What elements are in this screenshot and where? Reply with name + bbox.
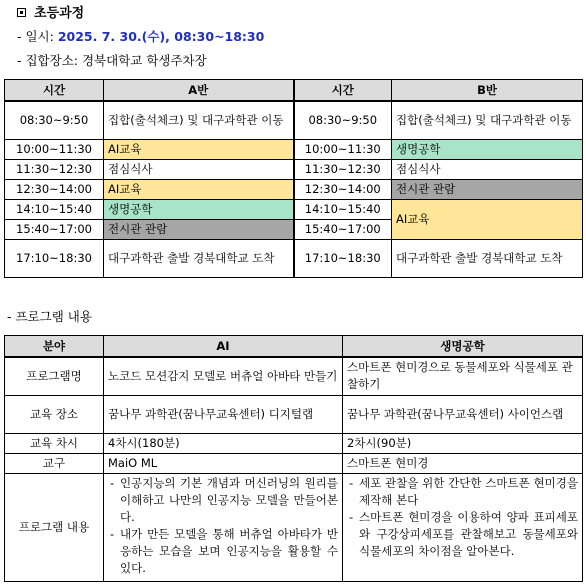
bio-cell: 꿈나무 과학관(꿈나무교육센터) 사이언스랩 bbox=[343, 395, 583, 433]
row-label: 교육 장소 bbox=[5, 395, 104, 433]
time-cell: 17:10~18:30 bbox=[294, 239, 392, 277]
schedule-table bbox=[4, 79, 583, 278]
time-cell: 15:40~17:00 bbox=[294, 219, 392, 239]
time-cell: 10:00~11:30 bbox=[5, 139, 104, 159]
ai-cell: MaiO ML bbox=[104, 453, 343, 473]
bio-content-list bbox=[347, 475, 578, 560]
time-cell: 12:30~14:00 bbox=[294, 179, 392, 199]
activity-cell: AI교육 bbox=[104, 179, 294, 199]
table-row bbox=[5, 433, 583, 453]
table-row bbox=[5, 357, 583, 395]
row-label: 프로그램명 bbox=[5, 357, 104, 395]
list-item: - 내가 만든 모델을 통해 버츄얼 아바타가 반응하는 모습을 보며 인공지능을 활용할 수 있다. bbox=[108, 526, 338, 577]
bio-cell: 스마트폰 현미경으로 동물세포와 식물세포 관찰하기 bbox=[343, 357, 583, 395]
header-class-a: A반 bbox=[104, 80, 294, 102]
row-label: 프로그램 내용 bbox=[5, 473, 104, 581]
program-title: - 프로그램 내용 bbox=[7, 309, 92, 324]
time-cell: 11:30~12:30 bbox=[294, 159, 392, 179]
table-row bbox=[5, 139, 583, 159]
header-class-b: B반 bbox=[392, 80, 583, 102]
ai-content-list bbox=[108, 475, 338, 577]
row-label: 교육 차시 bbox=[5, 433, 104, 453]
header-time-b: 시간 bbox=[294, 80, 392, 102]
activity-cell: 집합(출석체크) 및 대구과학관 이동 bbox=[392, 101, 583, 139]
list-item: - 인공지능의 기본 개념과 머신러닝의 원리를 이해하고 나만의 인공지능 모델을 만들어본다. bbox=[108, 475, 338, 526]
time-cell: 17:10~18:30 bbox=[5, 239, 104, 277]
header-field: 분야 bbox=[5, 336, 104, 358]
time-cell: 15:40~17:00 bbox=[5, 219, 104, 239]
ai-cell: 노코드 모션감지 모델로 버츄얼 아바타 만들기 bbox=[104, 357, 343, 395]
schedule-header-row bbox=[5, 80, 583, 102]
time-cell: 08:30~9:50 bbox=[294, 101, 392, 139]
activity-cell: 생명공학 bbox=[104, 199, 294, 219]
list-item: - 스마트폰 현미경을 이용하여 양파 표피세포와 구강상피세포를 관찰해보고 동물세포와 식물세포의 차이점을 알아본다. bbox=[347, 509, 578, 560]
table-row bbox=[5, 395, 583, 433]
place-line: - 집합장소: 경북대학교 학생주차장 bbox=[17, 53, 207, 68]
activity-cell: 전시관 관람 bbox=[392, 179, 583, 199]
table-row bbox=[5, 179, 583, 199]
header-ai: AI bbox=[104, 336, 343, 358]
time-cell: 08:30~9:50 bbox=[5, 101, 104, 139]
square-bullet-icon bbox=[17, 8, 26, 17]
header-time-a: 시간 bbox=[5, 80, 104, 102]
time-cell: 10:00~11:30 bbox=[294, 139, 392, 159]
activity-cell: 대구과학관 출발 경북대학교 도착 bbox=[392, 239, 583, 277]
list-item: - 세포 관찰을 위한 간단한 스마트폰 현미경을 제작해 본다 bbox=[347, 475, 578, 509]
program-table bbox=[4, 335, 583, 582]
activity-cell: 전시관 관람 bbox=[104, 219, 294, 239]
bio-content-cell bbox=[343, 473, 583, 581]
section-title-text: 초등과정 bbox=[34, 6, 85, 21]
table-row bbox=[5, 239, 583, 277]
bio-cell: 2차시(90분) bbox=[343, 433, 583, 453]
date-label: - 일시: bbox=[17, 29, 54, 44]
date-line bbox=[17, 27, 264, 45]
ai-cell: 4차시(180분) bbox=[104, 433, 343, 453]
ai-cell: 꿈나무 과학관(꿈나무교육센터) 디지털랩 bbox=[104, 395, 343, 433]
ai-content-cell bbox=[104, 473, 343, 581]
activity-cell: 점심식사 bbox=[104, 159, 294, 179]
activity-cell: 대구과학관 출발 경북대학교 도착 bbox=[104, 239, 294, 277]
table-row bbox=[5, 101, 583, 139]
activity-cell: AI교육 bbox=[392, 199, 583, 239]
activity-cell: 생명공학 bbox=[392, 139, 583, 159]
program-header-row bbox=[5, 336, 583, 358]
activity-cell: 점심식사 bbox=[392, 159, 583, 179]
table-row bbox=[5, 159, 583, 179]
activity-cell: AI교육 bbox=[104, 139, 294, 159]
row-label: 교구 bbox=[5, 453, 104, 473]
date-value: 2025. 7. 30.(수), 08:30~18:30 bbox=[57, 29, 265, 44]
time-cell: 12:30~14:00 bbox=[5, 179, 104, 199]
bio-cell: 스마트폰 현미경 bbox=[343, 453, 583, 473]
activity-cell: 집합(출석체크) 및 대구과학관 이동 bbox=[104, 101, 294, 139]
time-cell: 11:30~12:30 bbox=[5, 159, 104, 179]
section-title bbox=[17, 2, 84, 21]
header-bio: 생명공학 bbox=[343, 336, 583, 358]
time-cell: 14:10~15:40 bbox=[5, 199, 104, 219]
table-row bbox=[5, 453, 583, 473]
time-cell: 14:10~15:40 bbox=[294, 199, 392, 219]
table-row bbox=[5, 199, 583, 219]
table-row bbox=[5, 473, 583, 581]
